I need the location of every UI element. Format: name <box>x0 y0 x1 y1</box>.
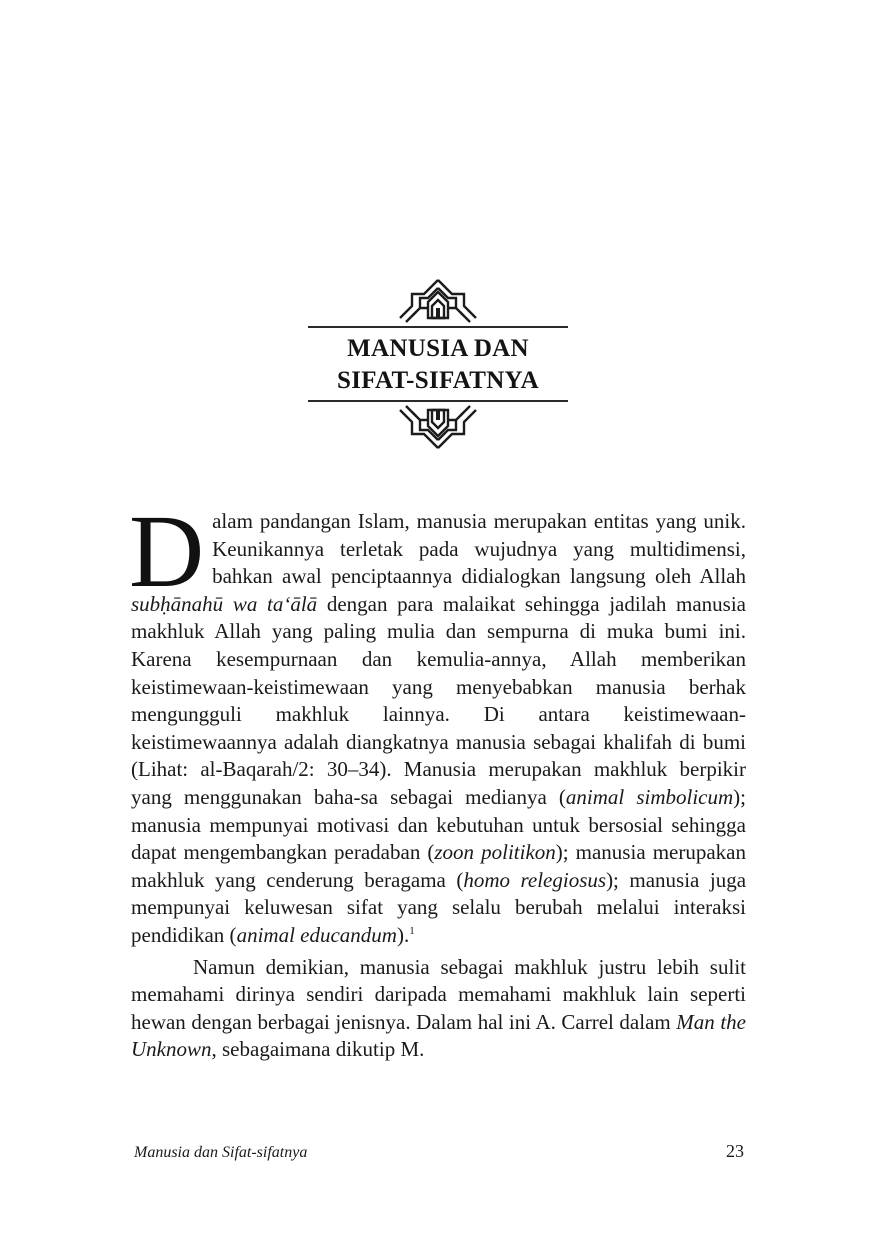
arabesque-ornament-bottom-icon <box>398 398 478 450</box>
arabesque-ornament-top-icon <box>398 278 478 330</box>
p1-text-6: ). <box>396 922 410 947</box>
p1-italic-animal-simbolicum: animal simbolicum <box>565 784 734 809</box>
chapter-title-line-2: SIFAT-SIFATNYA <box>337 367 539 394</box>
p1-italic-animal-educandum: animal educandum <box>236 922 397 947</box>
paragraph-2 <box>131 954 746 1064</box>
p1-italic-homo-relegiosus: homo relegiosus <box>463 867 607 892</box>
paragraph-1 <box>129 494 747 950</box>
p2-italic-man-the-unknown: Man the Unknown <box>131 1009 746 1062</box>
chapter-body <box>129 494 747 1064</box>
chapter-title-line-1: MANUSIA DAN <box>347 335 529 362</box>
title-rule-top <box>308 326 568 328</box>
drop-cap: D <box>129 494 205 609</box>
p1-text-1: alam pandangan Islam, manusia merupakan entitas yang unik. Keunikannya terletak pada wujudnya yang multidimensi, bahkan awal penciptaannya didialogkan langsung oleh Allah <box>212 509 746 589</box>
p1-italic-subhanahu: subḥānahū wa taʻālā <box>131 591 318 616</box>
page-number: 23 <box>726 1141 744 1161</box>
p2-text-2: , sebagaimana dikutip M. <box>211 1037 425 1062</box>
p2-text-1: Namun demikian, manusia sebagai makhluk justru lebih sulit memahami dirinya sendiri daripada memahami makhluk lain seperti hewan dengan berbagai jenisnya. Dalam hal ini A. Carrel dalam <box>131 954 746 1034</box>
p1-text-5: ); manusia juga mempunyai keluwesan sifat yang selalu berubah melalui interaksi pendidikan ( <box>131 867 747 947</box>
footnote-reference[interactable]: 1 <box>409 924 415 937</box>
running-footer-title: Manusia dan Sifat-sifatnya <box>134 1144 308 1161</box>
chapter-title-block <box>308 278 568 450</box>
p1-text-2: dengan para malaikat sehingga jadilah manusia makhluk Allah yang paling mulia dan sempurna di muka bumi ini. Karena kesempurnaan dan kemulia-annya, Allah memberikan keistimewaan-keistimewaan yang menyebabkan manusia berhak mengungguli makhluk lainnya. Di antara keistimewaan-keistimewaannya adalah diangkatnya manusia sebagai khalifah di bumi (Lihat: al-Baqarah/2: 30–34). Manusia merupakan makhluk berpikir yang menggunakan baha-sa sebagai medianya ( <box>131 591 746 809</box>
p1-text-4: ); manusia merupakan makhluk yang cenderung beragama ( <box>131 840 746 892</box>
p1-italic-zoon-politikon: zoon politikon <box>434 840 556 865</box>
p1-text-3: ); manusia mempunyai motivasi dan kebutuhan untuk bersosial sehingga dapat mengembangkan peradaban ( <box>131 784 746 865</box>
